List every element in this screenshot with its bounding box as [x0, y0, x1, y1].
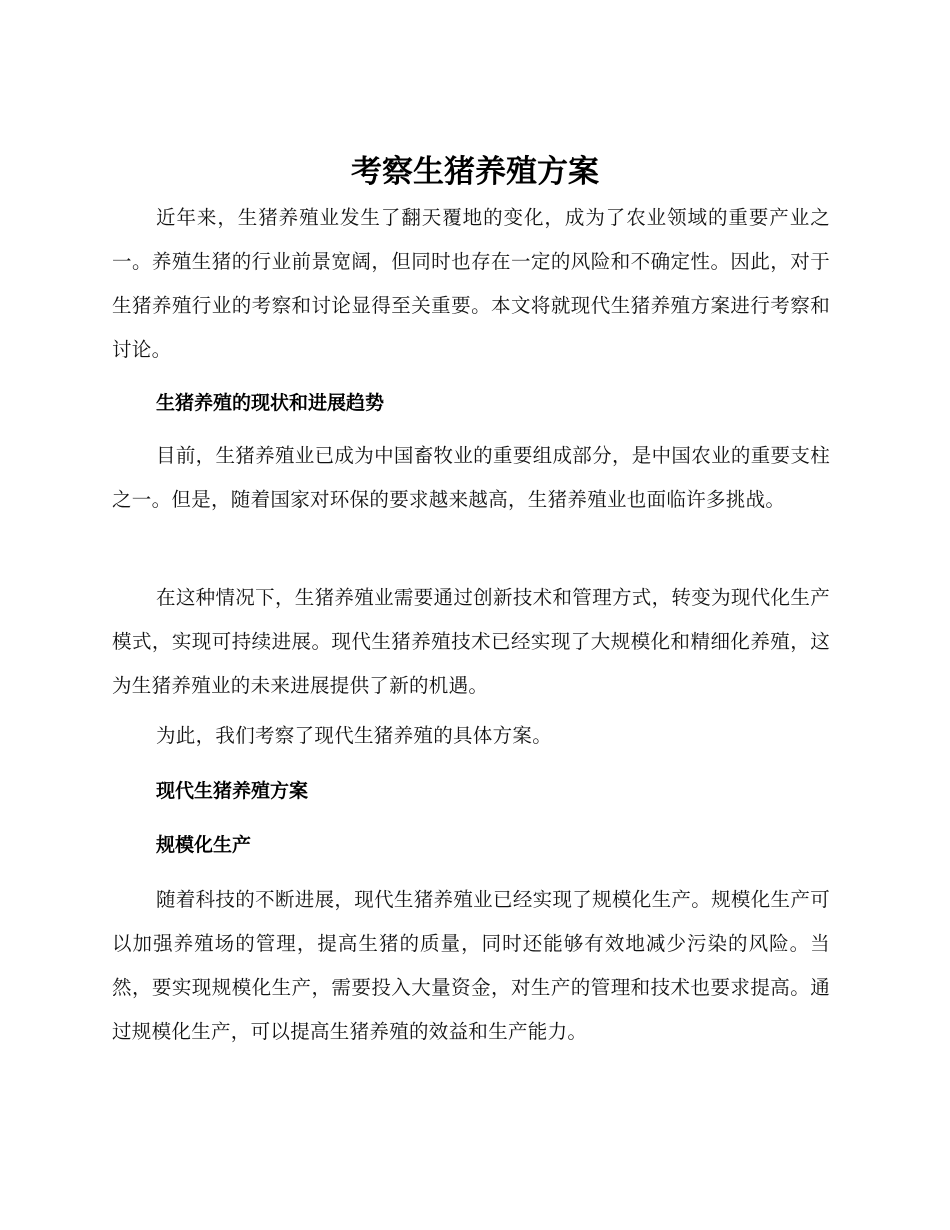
section1-paragraph-1: 目前，生猪养殖业已成为中国畜牧业的重要组成部分，是中国农业的重要支柱之一。但是，随着国家对环保的要求越来越高，生猪养殖业也面临许多挑战。: [112, 444, 830, 511]
section1-paragraph-3: 为此，我们考察了现代生猪养殖的具体方案。: [156, 724, 553, 747]
section-heading-modern-plan: 现代生猪养殖方案: [156, 780, 309, 802]
document-title: 考察生猪养殖方案: [351, 154, 599, 190]
section-heading-status-trends: 生猪养殖的现状和进展趋势: [156, 392, 385, 414]
section1-paragraph-2: 在这种情况下，生猪养殖业需要通过创新技术和管理方式，转变为现代化生产模式，实现可持续进展。现代生猪养殖技术已经实现了大规模化和精细化养殖，这为生猪养殖业的未来进展提供了新的机遇。: [112, 586, 830, 697]
subsection-heading-scale-production: 规模化生产: [156, 834, 252, 856]
intro-paragraph: 近年来，生猪养殖业发生了翻天覆地的变化，成为了农业领域的重要产业之一。养殖生猪的行业前景宽阔，但同时也存在一定的风险和不确定性。因此，对于生猪养殖行业的考察和讨论显得至关重要。本文将就现代生猪养殖方案进行考察和讨论。: [112, 206, 830, 361]
subsection-paragraph-1: 随着科技的不断进展，现代生猪养殖业已经实现了规模化生产。规模化生产可以加强养殖场的管理，提高生猪的质量，同时还能够有效地减少污染的风险。当然，要实现规模化生产，需要投入大量资金，对生产的管理和技术也要求提高。通过规模化生产，可以提高生猪养殖的效益和生产能力。: [112, 888, 830, 1043]
